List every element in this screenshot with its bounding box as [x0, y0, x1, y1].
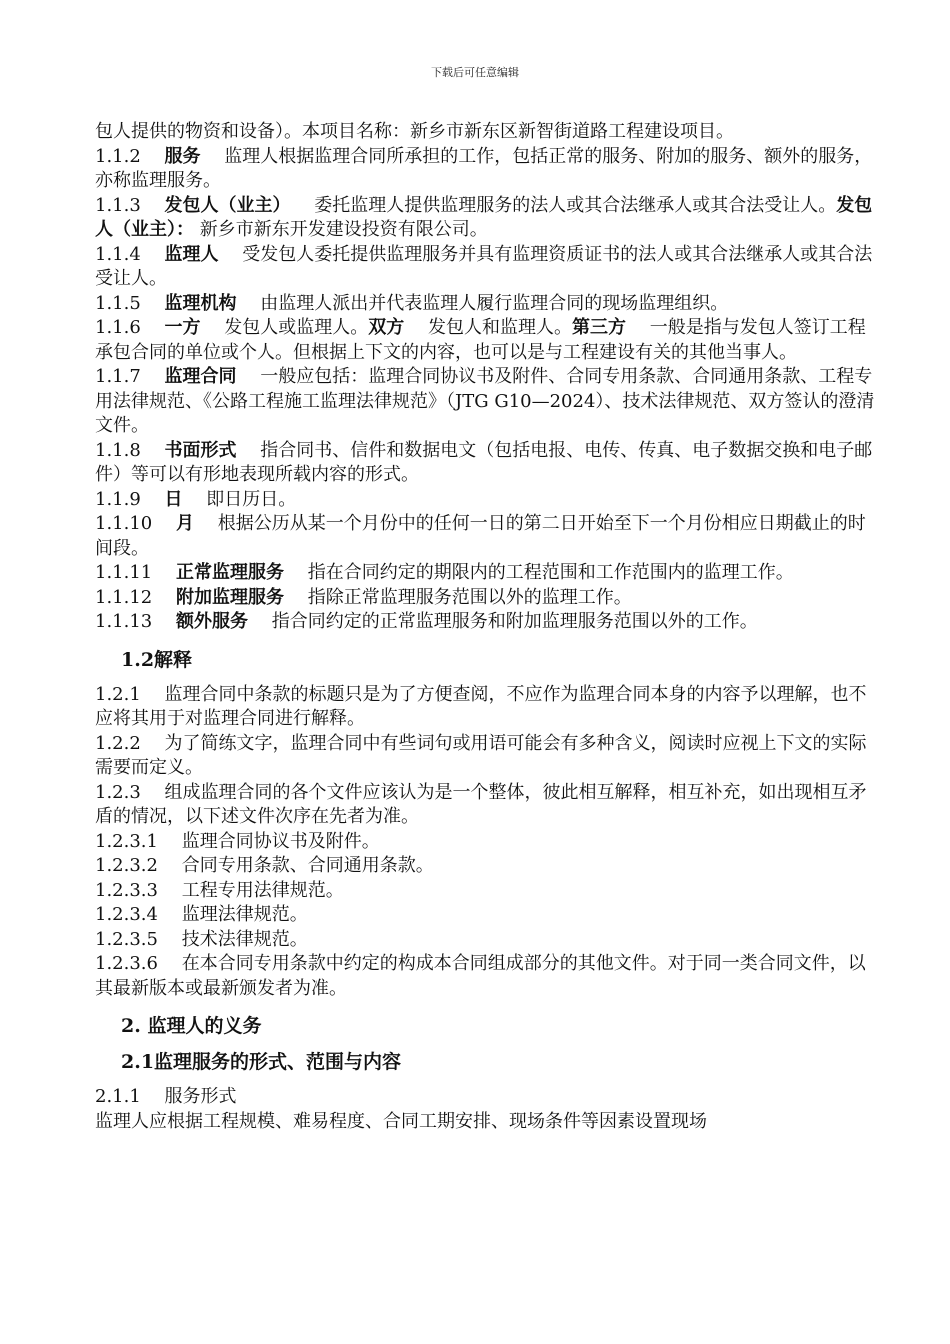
clause-text: 一般是指与发包人签订工程承包合同的单位或个人。但根据上下文的内容，也可以是与工程建设有关的其他当事人。	[95, 317, 866, 363]
clause-text: 由监理人派出并代表监理人履行监理合同的现场监理组织。	[260, 292, 729, 314]
clause-number: 1.1.12	[95, 586, 153, 608]
clause-1-2-2	[95, 732, 875, 781]
clause-1-2-3-6	[95, 952, 875, 1001]
clause-1-2-3-5	[95, 928, 875, 953]
clause-number: 1.2.3	[95, 781, 141, 803]
clause-number: 1.1.7	[95, 366, 141, 387]
clause-text: 即日历日。	[206, 488, 297, 510]
clause-text: 受发包人委托提供监理服务并具有监理资质证书的法人或其合法继承人或其合法受让人。	[95, 243, 873, 289]
clause-term: 日	[164, 488, 183, 510]
clause-term: 一方	[164, 317, 201, 338]
clause-text: 合同专用条款、合同通用条款。	[181, 855, 434, 876]
clause-number: 1.2.2	[95, 732, 141, 754]
clause-number: 1.1.11	[95, 562, 153, 583]
clause-text: 服务形式	[164, 1086, 237, 1107]
clause-number: 2.1.1	[95, 1086, 141, 1107]
paragraph	[95, 1110, 875, 1135]
clause-number: 1.2.3.5	[95, 928, 158, 950]
section-heading-2-1: 2.1监理服务的形式、范围与内容	[121, 1051, 402, 1073]
clause-text: 指在合同约定的期限内的工程范围和工作范围内的监理工作。	[307, 562, 794, 583]
clause-1-1-3	[95, 194, 875, 243]
clause-1-2-3-3	[95, 879, 875, 904]
paragraph-text: 监理人应根据工程规模、难易程度、合同工期安排、现场条件等因素设置现场	[95, 1110, 707, 1132]
clause-1-1-11	[95, 561, 875, 586]
clause-text: 为了简练文字，监理合同中有些词句或用语可能会有多种含义，阅读时应视上下文的实际需要而定义。	[95, 732, 867, 778]
clause-number: 1.2.3.6	[95, 953, 158, 974]
clause-number: 1.1.9	[95, 488, 141, 510]
clause-number: 1.1.10	[95, 513, 153, 534]
clause-number: 1.2.1	[95, 683, 141, 705]
clause-number: 1.1.2	[95, 145, 141, 167]
clause-1-2-3-2	[95, 854, 875, 879]
clause-1-1-13	[95, 610, 875, 635]
clause-number: 1.2.3.4	[95, 904, 158, 925]
clause-term: 月	[176, 513, 194, 534]
clause-text: 监理人根据监理合同所承担的工作，包括正常的服务、附加的服务、额外的服务，亦称监理服务。	[95, 145, 873, 191]
clause-1-1-7	[95, 365, 875, 439]
clause-number: 1.1.4	[95, 243, 141, 265]
clause-text: 发包人或监理人。	[224, 317, 369, 338]
paragraph-text: 包人提供的物资和设备）。本项目名称：新乡市新东区新智街道路工程建设项目。	[95, 121, 734, 142]
clause-1-2-3-1	[95, 830, 875, 855]
clause-text: 在本合同专用条款中约定的构成本合同组成部分的其他文件。对于同一类合同文件，以其最新版本或最新颁发者为准。	[95, 953, 866, 999]
clause-1-1-8	[95, 439, 875, 488]
clause-1-1-10	[95, 512, 875, 561]
clause-1-1-5	[95, 292, 875, 317]
clause-1-1-6	[95, 316, 875, 365]
clause-term: 发包人（业主）：	[95, 194, 873, 240]
clause-text: 组成监理合同的各个文件应该认为是一个整体，彼此相互解释，相互补充，如出现相互矛盾的情况，以下述文件次序在先者为准。	[95, 781, 867, 827]
clause-term: 服务	[164, 145, 201, 167]
clause-number: 1.1.8	[95, 439, 141, 461]
clause-text: 技术法律规范。	[181, 928, 308, 950]
clause-text: 监理合同协议书及附件。	[181, 830, 380, 852]
clause-text: 一般应包括：监理合同协议书及附件、合同专用条款、合同通用条款、工程专用法律规范、《公路工程施工监理法律规范》（JTG G10—2024）、技术法律规范、双方签认的澄清文件。	[95, 366, 875, 436]
paragraph	[95, 120, 875, 145]
clause-number: 1.1.6	[95, 317, 141, 338]
clause-1-2-3-4	[95, 903, 875, 928]
clause-term: 正常监理服务	[176, 562, 284, 583]
clause-term: 监理合同	[164, 366, 237, 387]
page-header-note: 下载后可任意编辑	[431, 66, 519, 79]
clause-text: 指除正常监理服务范围以外的监理工作。	[307, 586, 632, 608]
clause-term: 双方	[368, 317, 405, 338]
clause-2-1-1	[95, 1085, 875, 1110]
clause-term: 监理机构	[164, 292, 237, 314]
clause-term: 额外服务	[176, 611, 248, 632]
clause-text: 指合同书、信件和数据电文（包括电报、电传、传真、电子数据交换和电子邮件）等可以有形地表现所载内容的形式。	[95, 439, 873, 485]
clause-1-1-2	[95, 145, 875, 194]
clause-number: 1.1.13	[95, 611, 153, 632]
section-heading-1-2: 1.2解释	[121, 648, 193, 671]
clause-text: 指合同约定的正常监理服务和附加监理服务范围以外的工作。	[271, 611, 758, 632]
clause-1-2-1	[95, 683, 875, 732]
clause-text: 根据公历从某一个月份中的任何一日的第二日开始至下一个月份相应日期截止的时间段。	[95, 513, 866, 559]
clause-number: 1.2.3.2	[95, 855, 158, 876]
clause-term: 附加监理服务	[176, 586, 284, 608]
clause-text: 发包人和监理人。	[428, 317, 573, 338]
document-body	[95, 120, 875, 1134]
clause-term: 书面形式	[164, 439, 237, 461]
clause-text: 委托监理人提供监理服务的法人或其合法继承人或其合法受让人。	[314, 194, 837, 216]
clause-1-2-3	[95, 781, 875, 830]
clause-term: 发包人（业主）	[164, 194, 291, 216]
clause-text: 监理法律规范。	[181, 904, 308, 925]
clause-1-1-4	[95, 243, 875, 292]
clause-term: 监理人	[164, 243, 219, 265]
section-heading-2: 2. 监理人的义务	[121, 1015, 262, 1037]
clause-text: 工程专用法律规范。	[181, 879, 344, 901]
clause-term: 第三方	[572, 317, 627, 338]
clause-number: 1.2.3.1	[95, 830, 158, 852]
clause-text: 新乡市新东开发建设投资有限公司。	[199, 219, 488, 240]
clause-text: 监理合同中条款的标题只是为了方便查阅，不应作为监理合同本身的内容予以理解，也不应将其用于对监理合同进行解释。	[95, 683, 867, 729]
clause-1-1-12	[95, 586, 875, 611]
clause-1-1-9	[95, 488, 875, 513]
clause-number: 1.1.3	[95, 194, 141, 216]
clause-number: 1.2.3.3	[95, 879, 158, 901]
clause-number: 1.1.5	[95, 292, 141, 314]
